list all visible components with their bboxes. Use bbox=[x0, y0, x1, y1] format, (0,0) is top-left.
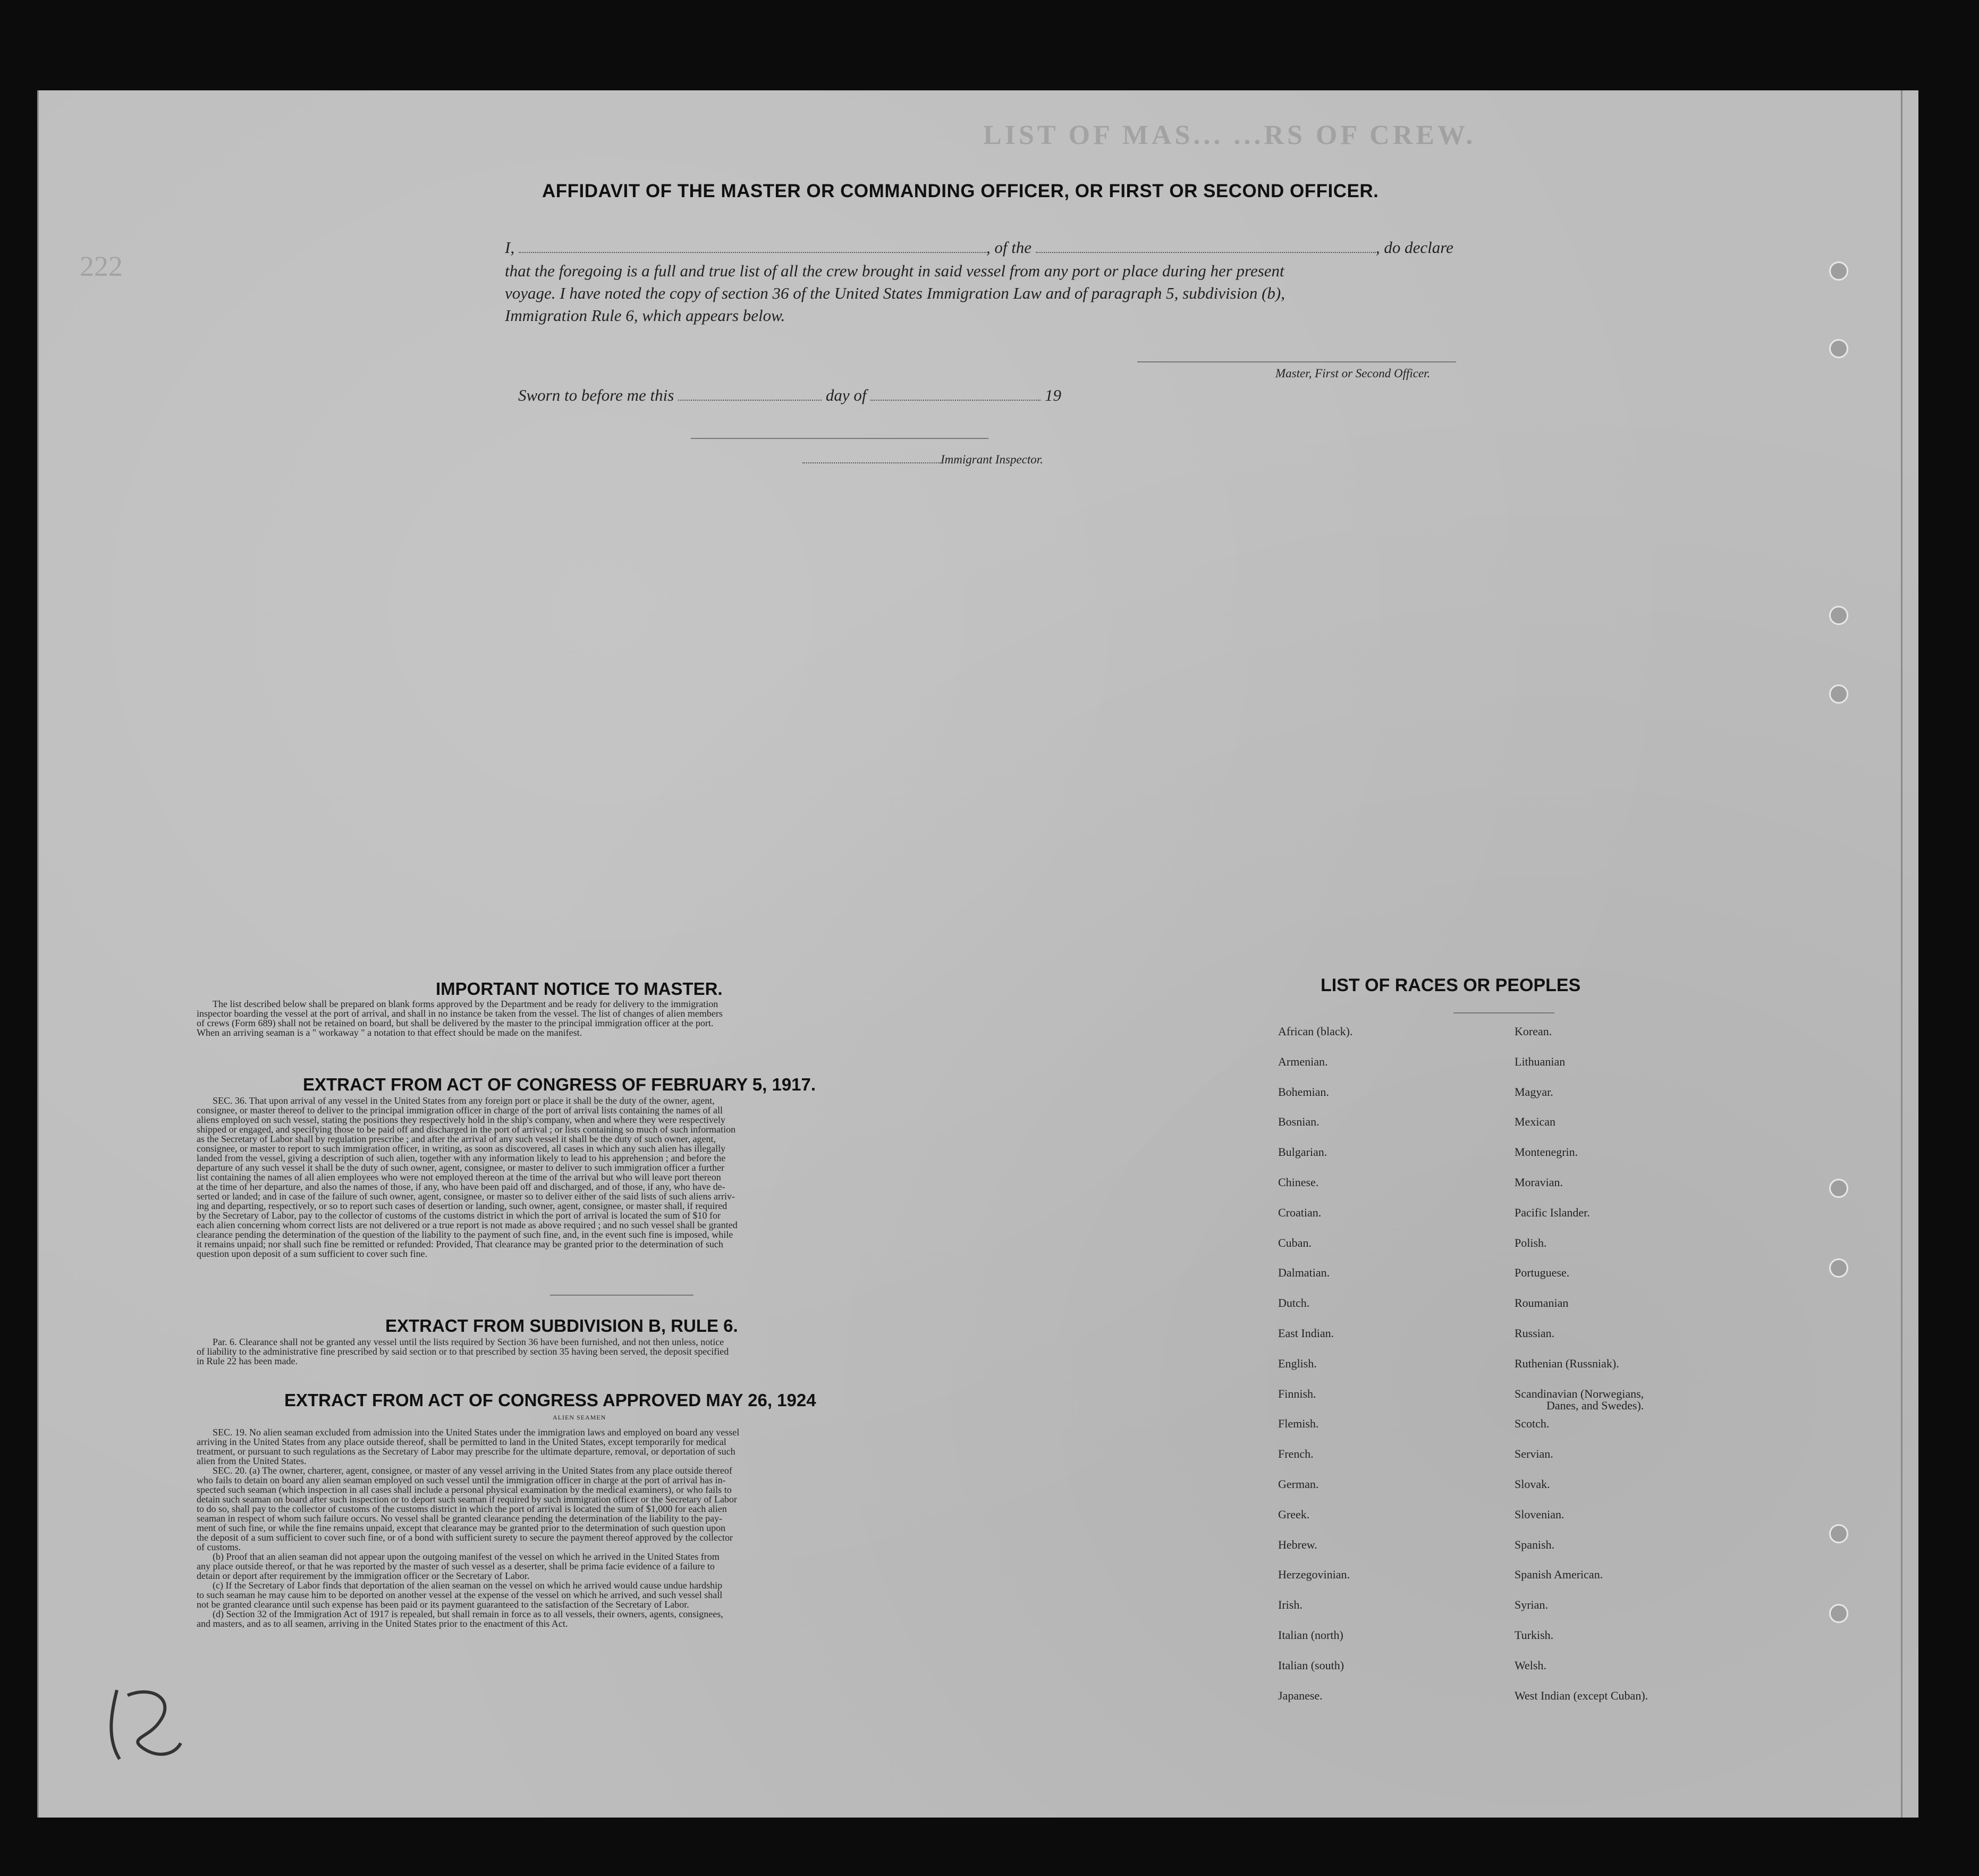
extract-rule6-line: Par. 6. Clearance shall not be granted any vessel until the lists required by Section 36 have been furnished, and not then unless, notice bbox=[213, 1337, 724, 1347]
extract-1917-line: landed from the vessel, giving a description of such alien, together with any information likely to lead to his apprehension ; and before the bbox=[197, 1153, 726, 1163]
races-title: LIST OF RACES OR PEOPLES bbox=[1321, 975, 1581, 995]
extract-1924-line: who fails to detain on board any alien seaman employed on such vessel until the immigration officer in charge at the port of arrival has in- bbox=[197, 1475, 726, 1485]
race-item: Bulgarian. bbox=[1278, 1145, 1327, 1159]
race-item: Slovenian. bbox=[1515, 1507, 1564, 1521]
extract-1917-line: by the Secretary of Labor, pay to the collector of customs of the customs district in which the port of arrival is located the sum of $10 for bbox=[197, 1210, 721, 1221]
race-item: Russian. bbox=[1515, 1326, 1555, 1340]
race-item: Italian (north) bbox=[1278, 1628, 1343, 1642]
extract-rule6-title: EXTRACT FROM SUBDIVISION B, RULE 6. bbox=[385, 1316, 738, 1336]
punch-hole bbox=[1829, 261, 1848, 281]
extract-1924-line: of customs. bbox=[197, 1542, 241, 1552]
race-item-line: Scandinavian (Norwegians, bbox=[1515, 1387, 1644, 1400]
notice-line: The list described below shall be prepared on blank forms approved by the Department and be ready for delivery to the immigration bbox=[213, 999, 718, 1009]
inspector-line bbox=[802, 453, 1043, 467]
race-item: African (black). bbox=[1278, 1025, 1353, 1038]
race-item: Bosnian. bbox=[1278, 1115, 1320, 1129]
race-item: Italian (south) bbox=[1278, 1658, 1344, 1672]
race-item: East Indian. bbox=[1278, 1326, 1334, 1340]
race-item: Lithuanian bbox=[1515, 1054, 1566, 1068]
punch-hole bbox=[1829, 1179, 1848, 1198]
races-left-column bbox=[1278, 1026, 1480, 1720]
extract-1924-line: alien from the United States. bbox=[197, 1456, 307, 1466]
extract-1924-line: (b) Proof that an alien seaman did not appear upon the outgoing manifest of the vessel on which he arrived in the United States from bbox=[213, 1551, 720, 1562]
race-item: Korean. bbox=[1515, 1025, 1552, 1038]
race-item: Armenian. bbox=[1278, 1054, 1328, 1068]
race-item: Magyar. bbox=[1515, 1085, 1553, 1098]
race-item: Roumanian bbox=[1515, 1296, 1569, 1310]
affidavit-line-1: that the foregoing is a full and true list of all the crew brought in said vessel from any port or place during her present bbox=[505, 261, 1284, 280]
punch-hole bbox=[1829, 685, 1848, 704]
day-of-text: day of bbox=[825, 386, 867, 404]
race-item: Scotch. bbox=[1515, 1417, 1550, 1431]
race-item: Polish. bbox=[1515, 1236, 1547, 1249]
notice-title: IMPORTANT NOTICE TO MASTER. bbox=[436, 979, 723, 999]
inspector-signature-line bbox=[691, 438, 988, 439]
punch-hole bbox=[1829, 1524, 1848, 1543]
race-item bbox=[1515, 1388, 1716, 1418]
race-item: Dutch. bbox=[1278, 1296, 1310, 1310]
extract-1924-line: (c) If the Secretary of Labor finds that deportation of the alien seaman on the vessel on which he arrived would cause undue hardship bbox=[213, 1580, 723, 1591]
race-item: Dalmatian. bbox=[1278, 1266, 1330, 1280]
handwritten-mark-icon bbox=[96, 1679, 186, 1770]
notice-line: inspector boarding the vessel at the port of arrival, and shall in no instance be taken from the vessel. The list of changes of alien members bbox=[197, 1008, 723, 1019]
race-item: Ruthenian (Russniak). bbox=[1515, 1356, 1619, 1370]
margin-number: 222 bbox=[80, 250, 123, 282]
punch-hole bbox=[1829, 1258, 1848, 1278]
race-item: Japanese. bbox=[1278, 1688, 1323, 1702]
name-blank[interactable] bbox=[519, 252, 986, 253]
race-item: Montenegrin. bbox=[1515, 1145, 1578, 1159]
page-edge-right bbox=[1901, 90, 1902, 1818]
sworn-month-blank[interactable] bbox=[870, 400, 1041, 401]
extract-1924-line: to such seaman he may cause him to be deported on another vessel at the expense of the vessel on which he arrived, and such vessel shall bbox=[197, 1590, 723, 1600]
race-item: Cuban. bbox=[1278, 1236, 1312, 1249]
race-item: Portuguese. bbox=[1515, 1266, 1570, 1280]
race-item: Welsh. bbox=[1515, 1658, 1546, 1672]
race-item: West Indian (except Cuban). bbox=[1515, 1688, 1648, 1702]
extract-1924-line: detain or deport after requirement by the immigration officer or the Secretary of Labor. bbox=[197, 1570, 530, 1581]
divider bbox=[550, 1295, 694, 1296]
master-signature-label: Master, First or Second Officer. bbox=[1275, 367, 1431, 380]
notice-line: When an arriving seaman is a " workaway " a notation to that effect should be made on the manifest. bbox=[197, 1027, 582, 1038]
extract-1924-line: any place outside thereof, or that he was reported by the master of such vessel as a deserter, shall be prima facie evidence of a failure to bbox=[197, 1561, 715, 1571]
extract-1924-line: (d) Section 32 of the Immigration Act of 1917 is repealed, but shall remain in force as to all vessels, their owners, agents, consignees, bbox=[213, 1609, 723, 1619]
affidavit-line-2: voyage. I have noted the copy of section 36 of the United States Immigration Law and of paragraph 5, subdivision (b), bbox=[505, 284, 1285, 302]
extract-1924-line: arriving in the United States from any place outside thereof, shall be permitted to land in the United States, except temporarily for medical bbox=[197, 1436, 726, 1447]
race-item: Croatian. bbox=[1278, 1205, 1322, 1219]
extract-1924-line: not be granted clearance until such expense has been paid or its payment guaranteed to the satisfaction of the Secretary of Labor. bbox=[197, 1599, 689, 1610]
declaration-line bbox=[505, 238, 1453, 257]
extract-1917-line: each alien concerning whom correct lists are not delivered or a true report is not made as above required ; and no such vessel shall be granted bbox=[197, 1220, 738, 1230]
extract-1924-line: spected such seaman (which inspection in all cases shall include a personal physical examination by the medical examiners), or who fails to bbox=[197, 1484, 732, 1495]
notice-body bbox=[197, 999, 1023, 1037]
race-item: English. bbox=[1278, 1356, 1317, 1370]
extract-1917-line: consignee, or master thereof to deliver to the principal immigration officer in charge of the port of arrival lists containing the names of all bbox=[197, 1105, 723, 1116]
inspector-blank[interactable] bbox=[802, 462, 941, 463]
race-item: Hebrew. bbox=[1278, 1537, 1317, 1551]
extract-1924-line: SEC. 20. (a) The owner, charterer, agent, consignee, or master of any vessel arriving in the United States from any place outside thereof bbox=[213, 1465, 732, 1476]
do-declare-text: , do declare bbox=[1375, 238, 1453, 257]
race-item: Servian. bbox=[1515, 1447, 1553, 1461]
punch-hole bbox=[1829, 1604, 1848, 1623]
race-item: Irish. bbox=[1278, 1598, 1303, 1612]
of-the-text: , of the bbox=[986, 238, 1032, 257]
extract-1924-subtitle: ALIEN SEAMEN bbox=[553, 1414, 606, 1421]
extract-1917-line: SEC. 36. That upon arrival of any vessel in the United States from any foreign port or place it shall be the duty of the owner, agent, bbox=[213, 1095, 715, 1106]
affidavit-title: AFFIDAVIT OF THE MASTER OR COMMANDING OFFICER, OR FIRST OR SECOND OFFICER. bbox=[542, 181, 1379, 201]
extract-1917-line: as the Secretary of Labor shall by regulation prescribe ; and after the arrival of any such vessel it shall be the duty of such owner, agent, bbox=[197, 1134, 716, 1144]
extract-1924-line: treatment, or pursuant to such regulations as the Secretary of Labor may prescribe for the ultimate departure, removal, or deportation of such bbox=[197, 1446, 735, 1457]
extract-1917-line: serted or landed; and in case of the failure of such owner, agent, consignee, or master so to deliver either of the said lists of such aliens arriv- bbox=[197, 1191, 735, 1202]
extract-1917-line: departure of any such vessel it shall be the duty of such owner, agent, consignee, or master to deliver to such immigration officer a further bbox=[197, 1162, 725, 1173]
extract-1924-body bbox=[197, 1427, 1023, 1628]
race-item: Finnish. bbox=[1278, 1387, 1316, 1400]
extract-1924-line: the deposit of a sum sufficient to cover such fine, or of a bond with sufficient surety to secure the payment thereof approved by the collector bbox=[197, 1532, 733, 1543]
extract-rule6-line: in Rule 22 has been made. bbox=[197, 1356, 298, 1366]
master-signature-line bbox=[1137, 361, 1456, 362]
sworn-line bbox=[518, 386, 1061, 405]
race-item: Herzegovinian. bbox=[1278, 1568, 1350, 1582]
race-item: Slovak. bbox=[1515, 1477, 1550, 1491]
page-edge-left bbox=[37, 90, 39, 1818]
extract-rule6-body bbox=[197, 1337, 1023, 1366]
extract-1917-line: it remains unpaid; nor shall such fine be remitted or refunded: Provided, That clearance may be granted prior to the determination of such bbox=[197, 1239, 723, 1249]
extract-1917-line: list containing the names of all alien employees who were not employed thereon at the time of the arrival but who will leave port thereon bbox=[197, 1172, 721, 1182]
race-item: Mexican bbox=[1515, 1115, 1555, 1129]
extract-1924-line: and masters, and as to all seamen, arriving in the United States prior to the enactment of this Act. bbox=[197, 1618, 568, 1629]
vessel-blank[interactable] bbox=[1036, 252, 1376, 253]
race-item-continuation: Danes, and Swedes). bbox=[1546, 1398, 1644, 1412]
races-divider bbox=[1453, 1012, 1554, 1013]
year-text: 19 bbox=[1044, 386, 1061, 404]
races-right-column bbox=[1515, 1026, 1716, 1720]
sworn-day-blank[interactable] bbox=[678, 400, 822, 401]
extract-1917-line: aliens employed on such vessel, stating the positions they respectively hold in the ship's company, when and where they were respectively bbox=[197, 1114, 725, 1125]
extract-1917-line: ing and departing, respectively, or so to report such cases of desertion or landing, such owner, agent, consignee, or master shall, if required bbox=[197, 1201, 728, 1211]
extract-1917-line: at the time of her departure, and also the names of those, if any, who have been paid off and discharged, and of those, if any, who have de- bbox=[197, 1181, 725, 1192]
race-item: Syrian. bbox=[1515, 1598, 1548, 1612]
extract-1917-line: clearance pending the determination of the question of the liability to the payment of such fine, and, in the event such fine is imposed, while bbox=[197, 1229, 733, 1240]
extract-1924-title: EXTRACT FROM ACT OF CONGRESS APPROVED MAY 26, 1924 bbox=[284, 1390, 816, 1410]
extract-1924-line: to do so, shall pay to the collector of customs of the customs district in which the port of arrival is located the sum of $1,000 for each alien bbox=[197, 1503, 727, 1514]
extract-1924-line: SEC. 19. No alien seaman excluded from admission into the United States under the immigration laws and employed on board any vessel bbox=[213, 1427, 740, 1438]
show-through-heading: LIST OF MAS... ...RS OF CREW. bbox=[983, 120, 1476, 150]
declaration-i: I, bbox=[505, 238, 515, 257]
race-item: Spanish American. bbox=[1515, 1568, 1603, 1582]
race-item: Moravian. bbox=[1515, 1175, 1563, 1189]
extract-rule6-line: of liability to the administrative fine prescribed by said section or to that prescribed by section 35 having been served, the deposit specified bbox=[197, 1346, 729, 1357]
punch-hole bbox=[1829, 339, 1848, 358]
extract-1924-line: ment of such fine, or while the fine remains unpaid, except that clearance may be granted prior to the determination of such question upon bbox=[197, 1523, 726, 1533]
inspector-label: Immigrant Inspector. bbox=[941, 453, 1043, 466]
race-item: Chinese. bbox=[1278, 1175, 1319, 1189]
extract-1917-line: consignee, or master to report to such immigration officer, in writing, as soon as discovered, all cases in which any such alien has illegally bbox=[197, 1143, 726, 1154]
punch-hole bbox=[1829, 606, 1848, 625]
extract-1917-line: shipped or engaged, and specifying those to be paid off and discharged in the port of arrival ; or lists containing so much of such information bbox=[197, 1124, 736, 1135]
race-item: Turkish. bbox=[1515, 1628, 1554, 1642]
race-item: Greek. bbox=[1278, 1507, 1310, 1521]
race-item: German. bbox=[1278, 1477, 1319, 1491]
sworn-text: Sworn to before me this bbox=[518, 386, 674, 404]
document-page bbox=[37, 90, 1918, 1818]
affidavit-line-3: Immigration Rule 6, which appears below. bbox=[505, 306, 785, 325]
extract-1924-line: seaman in respect of whom such failure occurs. No vessel shall be granted clearance pending the determination of the liability to the pay- bbox=[197, 1513, 723, 1524]
race-item: Bohemian. bbox=[1278, 1085, 1329, 1098]
notice-line: of crews (Form 689) shall not be retained on board, but shall be delivered by the master to the principal immigration officer at the port. bbox=[197, 1018, 714, 1028]
race-item: Flemish. bbox=[1278, 1417, 1319, 1431]
extract-1917-title: EXTRACT FROM ACT OF CONGRESS OF FEBRUARY 5, 1917. bbox=[303, 1075, 816, 1094]
extract-1917-body bbox=[197, 1096, 1023, 1258]
extract-1924-line: detain such seaman on board after such inspection or to deport such seaman if required by such immigration officer or the Secretary of Labor bbox=[197, 1494, 737, 1505]
extract-1917-line: question upon deposit of a sum sufficient to cover such fine. bbox=[197, 1248, 428, 1259]
race-item: Spanish. bbox=[1515, 1537, 1555, 1551]
race-item: Pacific Islander. bbox=[1515, 1205, 1590, 1219]
race-item: French. bbox=[1278, 1447, 1314, 1461]
